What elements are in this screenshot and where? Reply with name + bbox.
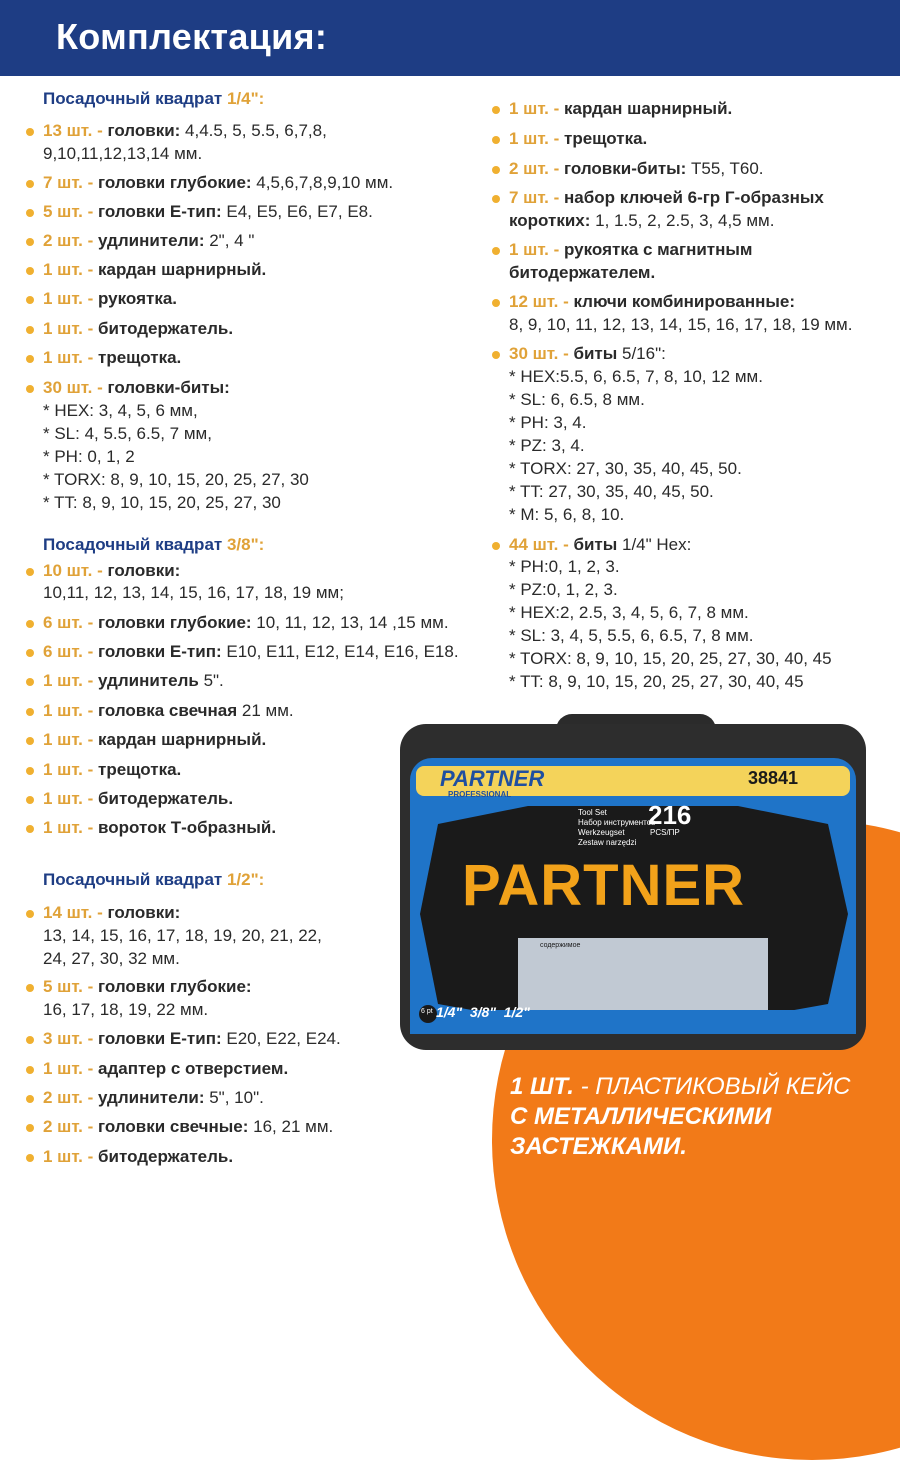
item-continuation: * PH:0, 1, 2, 3. bbox=[509, 557, 620, 576]
case-contents-label: содержимое bbox=[540, 942, 581, 949]
section-label: Посадочный квадрат bbox=[43, 535, 227, 554]
item-quantity: 1 шт. - bbox=[509, 99, 565, 118]
item-line bbox=[509, 158, 764, 180]
item-name: головки глубокие: bbox=[98, 977, 252, 996]
item-continuation: * SL: 6, 6.5, 8 мм. bbox=[509, 390, 645, 409]
item-name: головки свечные: bbox=[98, 1117, 249, 1136]
item-quantity: 6 шт. - bbox=[43, 642, 99, 661]
case-caption bbox=[510, 1072, 850, 1162]
item-name: головки-биты: bbox=[107, 378, 230, 397]
item-values: 1, 1.5, 2, 2.5, 3, 4,5 мм. bbox=[590, 211, 775, 230]
item-name: ключи комбинированные: bbox=[573, 292, 795, 311]
item-quantity: 1 шт. - bbox=[43, 1147, 99, 1166]
item-name: кардан шарнирный. bbox=[564, 99, 733, 118]
item-quantity: 1 шт. - bbox=[43, 760, 99, 779]
item-continuation: * HEX: 3, 4, 5, 6 мм, bbox=[43, 401, 198, 420]
item-name: трещотка. bbox=[564, 129, 648, 148]
item-values: 2", 4 " bbox=[204, 231, 255, 250]
item-name: коротких: bbox=[509, 211, 591, 230]
item-values: E20, E22, E24. bbox=[221, 1029, 341, 1048]
item-values: 16, 21 мм. bbox=[248, 1117, 334, 1136]
item-quantity: 44 шт. - bbox=[509, 535, 574, 554]
item-name: трещотка. bbox=[98, 760, 182, 779]
item-quantity: 6 шт. - bbox=[43, 613, 99, 632]
case-label-de: Werkzeugset bbox=[578, 828, 625, 837]
item-quantity: 7 шт. - bbox=[509, 188, 565, 207]
caption-line-1 bbox=[510, 1072, 850, 1102]
item-name: удлинитель bbox=[98, 671, 199, 690]
item-name: головки-биты: bbox=[564, 159, 687, 178]
item-values: 4,4.5, 5, 5.5, 6,7,8, bbox=[180, 121, 327, 140]
item-line bbox=[509, 239, 752, 261]
item-name: битодержателем. bbox=[509, 263, 656, 282]
caption-text: - ПЛАСТИКОВЫЙ КЕЙС bbox=[580, 1073, 851, 1100]
item-name: рукоятка. bbox=[98, 289, 178, 308]
item-name: головки глубокие: bbox=[98, 613, 252, 632]
item-continuation: 13, 14, 15, 16, 17, 18, 19, 20, 21, 22, bbox=[43, 926, 322, 945]
case-professional: PROFESSIONAL bbox=[448, 790, 512, 799]
item-quantity: 1 шт. - bbox=[509, 129, 565, 148]
item-name: биты bbox=[573, 344, 618, 363]
item-quantity: 5 шт. - bbox=[43, 202, 99, 221]
bullet-dot bbox=[492, 106, 500, 114]
item-name: вороток Т-образный. bbox=[98, 818, 277, 837]
bullet-dot bbox=[492, 351, 500, 359]
item-name: кардан шарнирный. bbox=[98, 260, 267, 279]
item-line bbox=[509, 534, 691, 556]
item-continuation: * HEX:2, 2.5, 3, 4, 5, 6, 7, 8 мм. bbox=[509, 603, 749, 622]
item-name: головки: bbox=[107, 903, 181, 922]
item-name: удлинители: bbox=[98, 1088, 205, 1107]
item-values: E10, E11, E12, E14, E16, E18. bbox=[221, 642, 459, 661]
item-name: рукоятка с магнитным bbox=[564, 240, 753, 259]
item-name: головки глубокие: bbox=[98, 173, 252, 192]
item-quantity: 1 шт. - bbox=[43, 348, 99, 367]
item-continuation bbox=[509, 262, 655, 284]
item-quantity: 7 шт. - bbox=[43, 173, 99, 192]
item-name: битодержатель. bbox=[98, 319, 234, 338]
caption-line-2: С МЕТАЛЛИЧЕСКИМИ bbox=[510, 1103, 772, 1130]
item-values: 21 мм. bbox=[237, 701, 294, 720]
item-quantity: 1 шт. - bbox=[43, 289, 99, 308]
item-quantity: 14 шт. - bbox=[43, 903, 108, 922]
item-name: головка свечная bbox=[98, 701, 238, 720]
item-continuation: 16, 17, 18, 19, 22 мм. bbox=[43, 1000, 209, 1019]
item-quantity: 2 шт. - bbox=[43, 231, 99, 250]
item-continuation: 10,11, 12, 13, 14, 15, 16, 17, 18, 19 мм; bbox=[43, 583, 344, 602]
case-label-pl: Zestaw narzędzi bbox=[578, 838, 637, 847]
item-quantity: 1 шт. - bbox=[43, 730, 99, 749]
item-continuation: * TT: 27, 30, 35, 40, 45, 50. bbox=[509, 482, 714, 501]
item-line bbox=[509, 98, 732, 120]
item-quantity: 1 шт. - bbox=[43, 671, 99, 690]
item-name: удлинители: bbox=[98, 231, 205, 250]
item-values: 4,5,6,7,8,9,10 мм. bbox=[251, 173, 394, 192]
bullet-dot bbox=[492, 299, 500, 307]
item-quantity: 10 шт. - bbox=[43, 561, 108, 580]
section-size: 3/8": bbox=[226, 535, 265, 554]
case-pcs-label: PCS/ПР bbox=[650, 828, 680, 837]
case-model-number: 38841 bbox=[748, 768, 799, 788]
item-continuation: * PH: 0, 1, 2 bbox=[43, 447, 135, 466]
caption-qty: 1 ШТ. bbox=[510, 1073, 581, 1100]
item-continuation: * TORX: 8, 9, 10, 15, 20, 25, 27, 30, 40, 45 bbox=[509, 649, 832, 668]
item-quantity: 30 шт. - bbox=[509, 344, 574, 363]
item-values: 10, 11, 12, 13, 14 ,15 мм. bbox=[251, 613, 449, 632]
section-size: 1/4": bbox=[226, 89, 265, 108]
item-quantity: 5 шт. - bbox=[43, 977, 99, 996]
item-line bbox=[509, 128, 647, 150]
item-continuation: * PZ: 3, 4. bbox=[509, 436, 585, 455]
case-drive-sizes: 1/4" 3/8" 1/2" bbox=[436, 1004, 530, 1020]
item-continuation: * SL: 3, 4, 5, 5.5, 6, 6.5, 7, 8 мм. bbox=[509, 626, 754, 645]
caption-line-3: ЗАСТЕЖКАМИ. bbox=[510, 1133, 687, 1160]
item-continuation: * PZ:0, 1, 2, 3. bbox=[509, 580, 618, 599]
bullet-dot bbox=[492, 195, 500, 203]
item-continuation bbox=[509, 210, 774, 232]
item-name: набор ключей 6-гр Г-образных bbox=[564, 188, 824, 207]
item-name: битодержатель. bbox=[98, 1147, 234, 1166]
item-continuation: 8, 9, 10, 11, 12, 13, 14, 15, 16, 17, 18, 19 мм. bbox=[509, 315, 853, 334]
item-continuation: * TORX: 8, 9, 10, 15, 20, 25, 27, 30 bbox=[43, 470, 309, 489]
item-name: головки Е-тип: bbox=[98, 642, 222, 661]
bullet-dot bbox=[492, 542, 500, 550]
case-label-en: Tool Set bbox=[578, 808, 607, 817]
item-values: E4, E5, E6, E7, E8. bbox=[221, 202, 373, 221]
item-values: 5/16": bbox=[617, 344, 666, 363]
item-values: T55, T60. bbox=[686, 159, 764, 178]
case-brand-small: PARTNER bbox=[440, 766, 545, 791]
item-values: 5". bbox=[198, 671, 224, 690]
item-quantity: 3 шт. - bbox=[43, 1029, 99, 1048]
item-continuation: * SL: 4, 5.5, 6.5, 7 мм, bbox=[43, 424, 212, 443]
item-continuation: * TT: 8, 9, 10, 15, 20, 25, 27, 30 bbox=[43, 493, 281, 512]
item-line bbox=[509, 187, 824, 209]
item-name: головки Е-тип: bbox=[98, 202, 222, 221]
section-size: 1/2": bbox=[226, 870, 265, 889]
item-values: 5", 10". bbox=[204, 1088, 264, 1107]
bullet-dot bbox=[492, 166, 500, 174]
case-piece-count: 216 bbox=[648, 800, 692, 830]
page-title: Комплектация: bbox=[56, 16, 328, 57]
item-quantity: 1 шт. - bbox=[43, 319, 99, 338]
item-continuation: * TORX: 27, 30, 35, 40, 45, 50. bbox=[509, 459, 742, 478]
item-quantity: 1 шт. - bbox=[43, 789, 99, 808]
item-continuation: * M: 5, 6, 8, 10. bbox=[509, 505, 625, 524]
item-continuation: 9,10,11,12,13,14 мм. bbox=[43, 144, 203, 163]
item-name: головки: bbox=[107, 561, 181, 580]
item-name: головки Е-тип: bbox=[98, 1029, 222, 1048]
case-brand-large: PARTNER bbox=[462, 853, 746, 918]
item-name: кардан шарнирный. bbox=[98, 730, 267, 749]
item-continuation: * PH: 3, 4. bbox=[509, 413, 587, 432]
item-quantity: 1 шт. - bbox=[43, 701, 99, 720]
item-name: битодержатель. bbox=[98, 789, 234, 808]
item-quantity: 2 шт. - bbox=[509, 159, 565, 178]
bullet-dot bbox=[492, 247, 500, 255]
item-name: биты bbox=[573, 535, 618, 554]
item-quantity: 30 шт. - bbox=[43, 378, 108, 397]
item-name: головки: bbox=[107, 121, 181, 140]
case-tool-set-label bbox=[578, 808, 655, 848]
item-quantity: 2 шт. - bbox=[43, 1088, 99, 1107]
case-badge: 6 pt bbox=[421, 1008, 433, 1015]
item-quantity: 1 шт. - bbox=[43, 818, 99, 837]
item-values: 1/4" Hex: bbox=[617, 535, 692, 554]
bullet-dot bbox=[492, 136, 500, 144]
item-line bbox=[509, 291, 795, 313]
item-name: трещотка. bbox=[98, 348, 182, 367]
item-continuation: * TT: 8, 9, 10, 15, 20, 25, 27, 30, 40, 45 bbox=[509, 672, 804, 691]
item-quantity: 12 шт. - bbox=[509, 292, 574, 311]
item-name: адаптер с отверстием. bbox=[98, 1059, 289, 1078]
item-continuation: 24, 27, 30, 32 мм. bbox=[43, 949, 180, 968]
item-quantity: 1 шт. - bbox=[509, 240, 565, 259]
item-quantity: 1 шт. - bbox=[43, 1059, 99, 1078]
item-continuation: * HEX:5.5, 6, 6.5, 7, 8, 10, 12 мм. bbox=[509, 367, 763, 386]
item-line bbox=[509, 343, 666, 365]
case-label-ru: Набор инструментов bbox=[578, 818, 656, 827]
item-quantity: 2 шт. - bbox=[43, 1117, 99, 1136]
item-quantity: 1 шт. - bbox=[43, 260, 99, 279]
section-label: Посадочный квадрат bbox=[43, 870, 227, 889]
item-quantity: 13 шт. - bbox=[43, 121, 108, 140]
section-label: Посадочный квадрат bbox=[43, 89, 227, 108]
